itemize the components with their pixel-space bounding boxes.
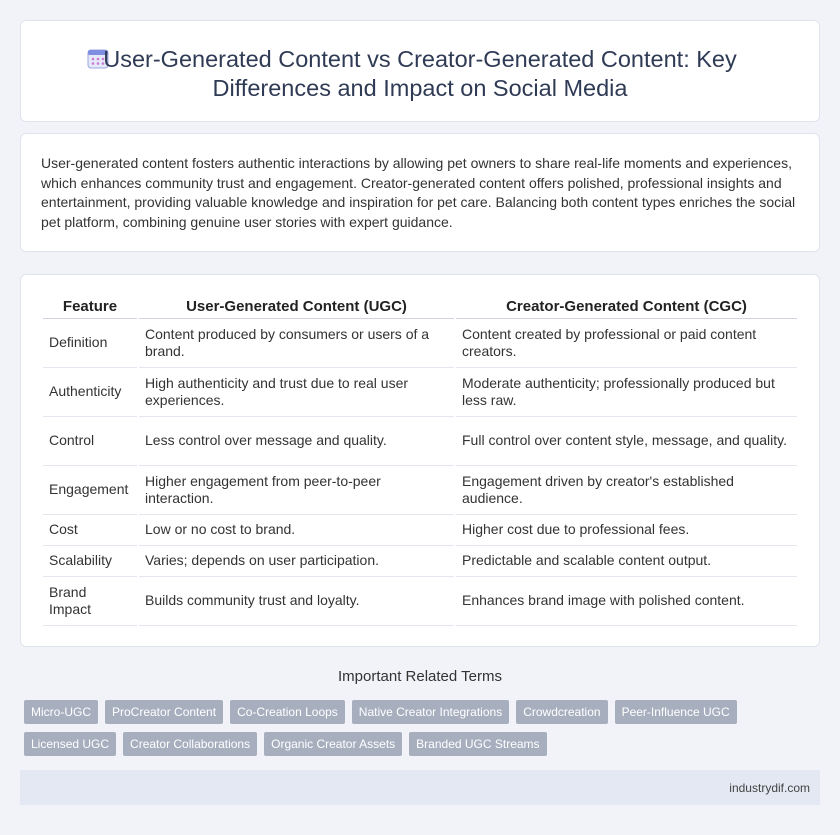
cgc-cell: Higher cost due to professional fees. (456, 515, 797, 546)
feature-cell: Authenticity (43, 368, 137, 417)
ugc-cell: Higher engagement from peer-to-peer interaction. (139, 466, 454, 515)
table-row (43, 515, 797, 546)
feature-cell: Control (43, 417, 137, 466)
ugc-cell: Content produced by consumers or users of a brand. (139, 319, 454, 368)
footer (20, 770, 820, 805)
tag-crowdcreation[interactable]: Crowdcreation (516, 700, 607, 724)
related-terms-list (24, 700, 824, 764)
ugc-cell: Low or no cost to brand. (139, 515, 454, 546)
feature-cell: Definition (43, 319, 137, 368)
feature-cell: Engagement (43, 466, 137, 515)
comparison-table (41, 295, 799, 626)
intro-card (20, 133, 820, 252)
header-cgc: Creator-Generated Content (CGC) (456, 295, 797, 319)
ugc-cell: Builds community trust and loyalty. (139, 577, 454, 626)
intro-paragraph: User-generated content fosters authentic interactions by allowing pet owners to share real-life moments and experiences, which enhances community trust and engagement. Creator-generated content offers polished, professional insights and entertainment, providing valuable knowledge and inspiration for pet care. Balancing both content types enriches the social pet platform, combining genuine user stories with expert guidance. (41, 155, 796, 230)
table-row (43, 368, 797, 417)
page-title: User-Generated Content vs Creator-Generated Content: Key Differences and Impact on Social Media (103, 46, 737, 101)
tag-branded-ugc-streams[interactable]: Branded UGC Streams (409, 732, 546, 756)
cgc-cell: Moderate authenticity; professionally produced but less raw. (456, 368, 797, 417)
footer-site-link[interactable]: industrydif.com (729, 781, 810, 795)
cgc-cell: Predictable and scalable content output. (456, 546, 797, 577)
ugc-cell: Varies; depends on user participation. (139, 546, 454, 577)
cgc-cell: Enhances brand image with polished content. (456, 577, 797, 626)
tag-organic-creator-assets[interactable]: Organic Creator Assets (264, 732, 402, 756)
tag-native-creator-integrations[interactable]: Native Creator Integrations (352, 700, 509, 724)
table-header-row (43, 295, 797, 319)
table-row (43, 546, 797, 577)
table-row (43, 466, 797, 515)
tag-co-creation-loops[interactable]: Co-Creation Loops (230, 700, 345, 724)
header-feature: Feature (43, 295, 137, 319)
cgc-cell: Full control over content style, message, and quality. (456, 417, 797, 466)
tag-micro-ugc[interactable]: Micro-UGC (24, 700, 98, 724)
ugc-cell: Less control over message and quality. (139, 417, 454, 466)
cgc-cell: Content created by professional or paid content creators. (456, 319, 797, 368)
related-terms-title: Important Related Terms (338, 668, 502, 685)
tag-licensed-ugc[interactable]: Licensed UGC (24, 732, 116, 756)
table-row (43, 577, 797, 626)
feature-cell: Brand Impact (43, 577, 137, 626)
comparison-card (20, 274, 820, 647)
tag-procreator-content[interactable]: ProCreator Content (105, 700, 223, 724)
feature-cell: Cost (43, 515, 137, 546)
table-row (43, 417, 797, 466)
ugc-cell: High authenticity and trust due to real user experiences. (139, 368, 454, 417)
header-ugc: User-Generated Content (UGC) (139, 295, 454, 319)
tag-creator-collaborations[interactable]: Creator Collaborations (123, 732, 257, 756)
tag-peer-influence-ugc[interactable]: Peer-Influence UGC (615, 700, 737, 724)
title-card (20, 20, 820, 122)
feature-cell: Scalability (43, 546, 137, 577)
cgc-cell: Engagement driven by creator's established audience. (456, 466, 797, 515)
table-row (43, 319, 797, 368)
